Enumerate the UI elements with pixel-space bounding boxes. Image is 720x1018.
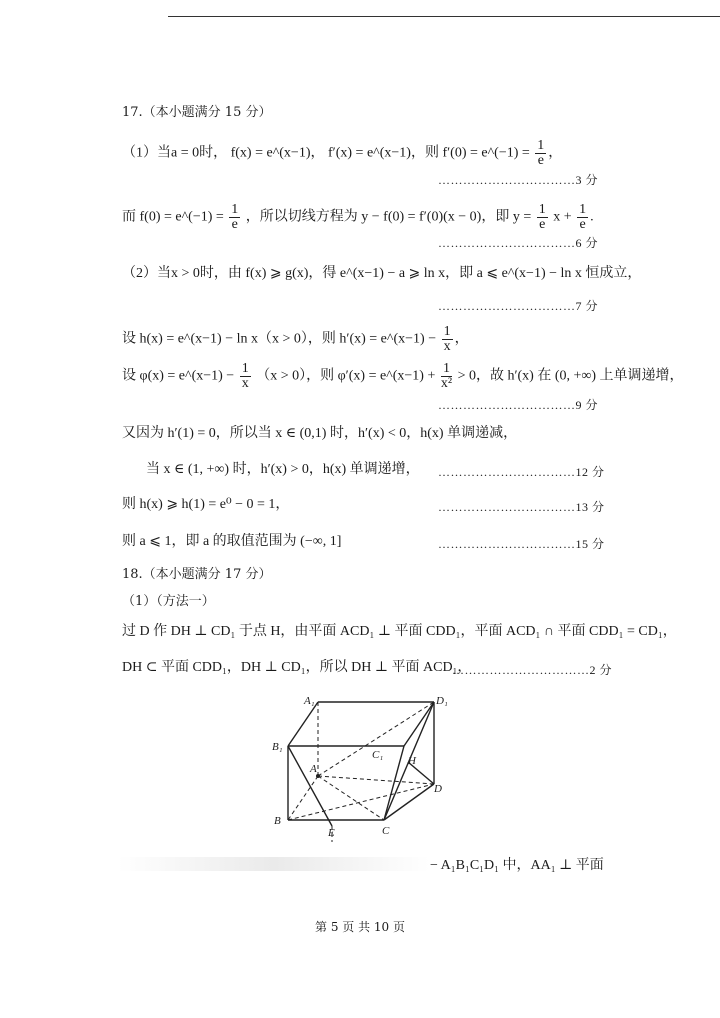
p2-line6: 则 h(x) ⩾ h(1) = e⁰ − 0 = 1，: [122, 497, 290, 512]
fraction: [441, 362, 452, 391]
label-A: A: [310, 763, 317, 775]
p2-line4: 又因为 h′(1) = 0，所以当 x ∈ (0,1) 时，h′(x) < 0，h(x) 单调递减，: [122, 426, 518, 441]
frac-den: x: [241, 376, 249, 391]
label-D: D: [434, 783, 442, 795]
hidden-AD1: [318, 702, 434, 776]
frac-den: e: [579, 217, 586, 232]
fraction: [442, 325, 453, 354]
frac-den: e: [231, 217, 238, 232]
frac-num: 1: [579, 202, 587, 217]
score-6: ……………………………6 分: [438, 236, 599, 250]
edge-C1D1: [404, 702, 434, 746]
p2-line3-c: > 0，故 h′(x) 在 (0, +∞) 上单调递增，: [457, 368, 684, 384]
edge-A1B1: [288, 702, 318, 746]
label-D1: D₁: [436, 695, 448, 707]
fraction: [577, 203, 588, 232]
score-15: ……………………………15 分: [438, 537, 605, 551]
problem18-heading: 18.（本小题满分 17 分）: [122, 567, 272, 582]
top-rule: [168, 16, 720, 17]
p1-line2-a: 而 f(0) = e^(−1) =: [122, 209, 224, 225]
p1-line2-end: .: [590, 209, 594, 225]
frac-num: 1: [443, 324, 451, 339]
frac-num: 1: [241, 361, 249, 376]
method-label: （1）（方法一）: [122, 594, 215, 609]
fraction: [537, 203, 548, 232]
p2-line2-a: 设 h(x) = e^(x−1) − ln x（x > 0），则 h′(x) = e^(x−1) −: [122, 331, 437, 347]
p1-line2-b: ，所以切线方程为 y − f(0) = f′(0)(x − 0)，即 y =: [245, 209, 532, 225]
score-13: ……………………………13 分: [438, 500, 605, 514]
label-E: E: [328, 827, 335, 839]
label-B: B: [274, 815, 281, 827]
p18-line2: DH ⊂ 平面 CDD₁，DH ⊥ CD₁，所以 DH ⊥ 平面 ACD₁，: [122, 660, 472, 675]
p2-line2-end: ，: [454, 331, 469, 347]
page-footer: 第 5 页 共 10 页: [315, 920, 405, 934]
frac-num: 1: [231, 202, 239, 217]
p2-line7: 则 a ⩽ 1，即 a 的取值范围为 (−∞, 1]: [122, 534, 342, 549]
p18-cut-line: − A₁B₁C₁D₁ 中，AA₁ ⊥ 平面: [430, 858, 604, 873]
hidden-AB: [288, 776, 318, 820]
frac-den: e: [537, 153, 544, 168]
p2-line3-b: （x > 0），则 φ′(x) = e^(x−1) +: [256, 368, 436, 384]
score-3: ……………………………3 分: [438, 173, 599, 187]
p1-line2: [122, 203, 594, 232]
edge-CC1: [384, 746, 404, 820]
hidden-AC: [318, 776, 384, 820]
score-7: ……………………………7 分: [438, 299, 599, 313]
frac-den: x²: [440, 376, 453, 391]
fraction: [229, 203, 240, 232]
p1-line1-tail: ，: [548, 145, 563, 161]
p2-line2: [122, 325, 469, 354]
hidden-AD: [318, 776, 434, 784]
frac-num: 1: [537, 138, 545, 153]
p2-line3-a: 设 φ(x) = e^(x−1) −: [122, 368, 235, 384]
p18-line1: 过 D 作 DH ⊥ CD₁ 于点 H，由平面 ACD₁ ⊥ 平面 CDD₁，平面 ACD₁ ∩ 平面 CDD₁ = CD₁，: [122, 624, 677, 639]
hidden-BD: [288, 784, 434, 820]
label-C: C: [382, 825, 390, 837]
label-H: H: [408, 755, 416, 767]
label-B1: B₁: [272, 741, 283, 753]
prism-figure: [268, 690, 448, 848]
label-A1: A₁: [304, 695, 315, 707]
frac-num: 1: [441, 362, 452, 377]
p2-line3: [122, 362, 684, 391]
fold-shadow: [118, 857, 430, 871]
p2-line1: （2）当x > 0时，由 f(x) ⩾ g(x)，得 e^(x−1) − a ⩾ ln x，即 a ⩽ e^(x−1) − ln x 恒成立，: [122, 266, 642, 281]
score-12: ……………………………12 分: [438, 465, 605, 479]
p1-line2-c: x +: [553, 209, 572, 225]
score-9: ……………………………9 分: [438, 398, 599, 412]
p1-line1: [122, 139, 562, 168]
frac-den: e: [539, 217, 546, 232]
p1-line1-text: （1）当a = 0时， f(x) = e^(x−1)， f′(x) = e^(x−1)，则 f′(0) = e^(−1) =: [122, 145, 530, 161]
p2-line5: 当 x ∈ (1, +∞) 时，h′(x) > 0，h(x) 单调递增，: [146, 462, 420, 477]
edge-B1E: [288, 746, 332, 826]
label-C1: C₁: [372, 749, 384, 761]
problem17-heading: 17.（本小题满分 15 分）: [122, 105, 272, 120]
fraction: [240, 362, 251, 391]
frac-den: x: [443, 339, 451, 354]
score-2: ……………………………2 分: [452, 663, 613, 677]
frac-num: 1: [538, 202, 546, 217]
fraction: [535, 139, 546, 168]
